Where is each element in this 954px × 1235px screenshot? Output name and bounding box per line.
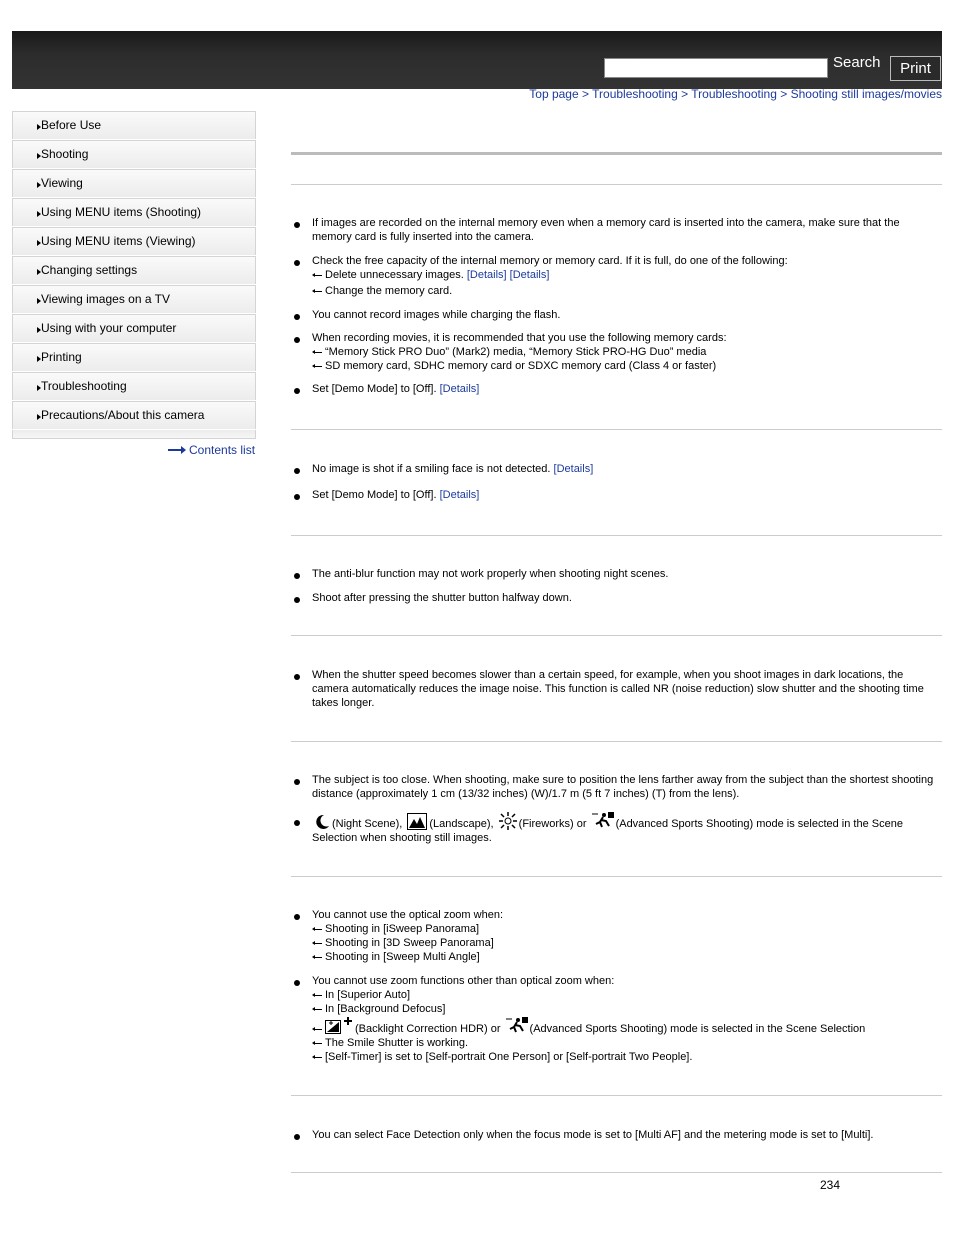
return-arrow-icon [312,271,322,279]
search-input[interactable] [604,58,828,78]
bullet-icon [294,1134,300,1140]
breadcrumb-separator: > [780,87,788,101]
sub-item [312,936,942,950]
sidebar-item-changing-settings[interactable] [12,256,256,284]
sidebar-item-printing[interactable] [12,343,256,371]
sub-item-text: Delete unnecessary images. [325,269,464,281]
details-link[interactable]: [Details] [439,383,480,395]
item-text: Shoot after pressing the shutter button halfway down. [312,592,572,604]
return-arrow-icon [312,925,322,933]
return-arrow-icon [312,362,322,370]
sidebar-item-viewing[interactable] [12,169,256,197]
sidebar-item-menu-viewing[interactable] [12,227,256,255]
sidebar-item-troubleshooting[interactable] [12,372,256,400]
sidebar-item-before-use[interactable] [12,111,256,139]
title-divider [291,152,942,155]
contents-list-link[interactable] [168,443,255,457]
details-link[interactable]: [Details] [553,463,594,475]
section-divider [291,184,942,185]
breadcrumb-separator: > [582,87,590,101]
sub-item-text: Shooting in [3D Sweep Panorama] [325,937,494,949]
sub-item-text: Shooting in [Sweep Multi Angle] [325,951,480,963]
sub-item [312,1050,942,1064]
arrow-icon [37,298,41,304]
item-text: The subject is too close. When shooting, make sure to position the lens farther away from the subject than the shortest shooting distance (approximately 1 cm (13/32 inches) (W)/1.7 m (5 ft 7 inches) (T) from the lens). [312,774,934,800]
arrow-icon [37,356,41,362]
item-text: You can select Face Detection only when the focus mode is set to [Multi AF] and the metering mode is set to [Multi]. [312,1129,874,1141]
item-text: Check the free capacity of the internal memory or memory card. If it is full, do one of the following: [312,255,788,267]
sub-item-text: (Backlight Correction HDR) or [355,1023,501,1035]
fireworks-icon [499,812,517,830]
sub-item-text: SD memory card, SDHC memory card or SDXC memory card (Class 4 or faster) [325,360,717,372]
bullet-icon [294,314,300,320]
breadcrumb-troubleshooting[interactable]: Troubleshooting [592,87,678,101]
arrow-icon [37,240,41,246]
arrow-icon [37,327,41,333]
list-item [312,1128,942,1142]
sub-item-text: (Advanced Sports Shooting) mode is selected in the Scene Selection [529,1023,866,1035]
bullet-icon [294,573,300,579]
return-arrow-icon [312,287,322,295]
item-text: You cannot record images while charging the flash. [312,309,561,321]
sidebar-item-viewing-tv[interactable] [12,285,256,313]
section-divider [291,741,942,742]
sub-item-text: The Smile Shutter is working. [325,1037,469,1049]
section-divider [291,429,942,430]
bullet-icon [294,388,300,394]
bullet-icon [294,779,300,785]
sidebar-nav [12,111,256,439]
details-link[interactable]: [Details] [439,489,480,501]
contents-list-label: Contents list [189,443,256,457]
bullet-icon [294,674,300,680]
section-divider [291,1095,942,1096]
list-item [312,462,942,476]
sub-item [312,922,942,936]
list-item [312,488,942,502]
arrow-icon [37,385,41,391]
section-divider [291,635,942,636]
arrow-icon [37,124,41,130]
sidebar-item-label: Viewing images on a TV [41,292,170,306]
sub-item [312,950,942,964]
breadcrumb-current[interactable]: Shooting still images/movies [790,87,942,101]
return-arrow-icon [312,991,322,999]
arrow-icon [37,211,41,217]
sidebar-footer [12,430,256,439]
return-arrow-icon [312,1053,322,1061]
list-item [312,254,942,298]
sidebar-item-label: Using with your computer [41,321,177,335]
bullet-icon [294,494,300,500]
sidebar-item-computer[interactable] [12,314,256,342]
sub-item [312,284,942,298]
item-text: If images are recorded on the internal memory even when a memory card is inserted into the camera, make sure that the memory card is fully inserted into the camera. [312,217,900,243]
item-text: (Night Scene), [332,818,403,830]
item-text: (Landscape), [429,818,494,830]
item-text: Set [Demo Mode] to [Off]. [312,489,437,501]
sub-item-text: Shooting in [iSweep Panorama] [325,923,480,935]
bullet-icon [294,820,300,826]
sub-item-text: Change the memory card. [325,285,453,297]
list-item [312,308,942,322]
sub-item [312,359,942,373]
sub-item-text: In [Background Defocus] [325,1003,446,1015]
breadcrumb-troubleshooting-sub[interactable]: Troubleshooting [691,87,777,101]
night-scene-icon [314,814,330,830]
sub-item [312,268,942,282]
breadcrumb-separator: > [681,87,689,101]
sidebar-item-label: Shooting [41,147,89,161]
return-arrow-icon [312,939,322,947]
sidebar-item-label: Using MENU items (Shooting) [41,205,202,219]
breadcrumb-top-page[interactable]: Top page [529,87,579,101]
sub-item [312,988,942,1002]
arrow-icon [37,414,41,420]
return-arrow-icon [312,1025,322,1033]
breadcrumb [529,87,942,101]
list-item [312,591,942,605]
bullet-icon [294,222,300,228]
sidebar-item-label: Viewing [41,176,83,190]
item-text: No image is shot if a smiling face is not detected. [312,463,551,475]
item-text: Set [Demo Mode] to [Off]. [312,383,437,395]
bullet-icon [294,260,300,266]
bullet-icon [294,468,300,474]
advanced-sports-icon [506,1017,528,1035]
item-text: You cannot use the optical zoom when: [312,909,504,921]
item-text: (Advanced Sports Shooting) mode is selected in the Scene Selection when shooting still images. [312,818,903,844]
arrow-icon [37,182,41,188]
advanced-sports-icon [592,812,614,830]
bullet-icon [294,337,300,343]
item-text: (Fireworks) or [518,818,587,830]
list-item [312,974,942,1064]
item-text: When recording movies, it is recommended that you use the following memory cards: [312,332,727,344]
sub-item [312,345,942,359]
sidebar-item-label: Troubleshooting [41,379,127,393]
print-button[interactable]: Print [890,56,941,81]
arrow-icon [37,269,41,275]
return-arrow-icon [312,348,322,356]
bullet-icon [294,597,300,603]
sidebar-item-label: Using MENU items (Viewing) [41,234,196,248]
sidebar-item-label: Precautions/About this camera [41,408,205,422]
bullet-icon [294,980,300,986]
sub-item-text: “Memory Stick PRO Duo” (Mark2) media, “Memory Stick PRO-HG Duo” media [325,346,707,358]
arrow-right-icon [168,446,186,454]
return-arrow-icon [312,953,322,961]
section-divider [291,1172,942,1173]
section-divider [291,535,942,536]
item-text: The anti-blur function may not work properly when shooting night scenes. [312,568,669,580]
sidebar-item-label: Changing settings [41,263,138,277]
landscape-icon [407,813,427,830]
sidebar-item-precautions[interactable] [12,401,256,429]
details-link[interactable]: [Details] [509,269,550,281]
list-item [312,773,942,801]
backlight-correction-hdr-icon [325,1017,353,1035]
list-item [312,216,942,244]
sub-item [312,1036,942,1050]
sub-item-text: In [Superior Auto] [325,989,410,1001]
list-item [312,331,942,373]
sidebar-item-menu-shooting[interactable] [12,198,256,226]
list-item [312,668,942,710]
sidebar-item-shooting[interactable] [12,140,256,168]
list-item [312,812,942,845]
item-text: You cannot use zoom functions other than optical zoom when: [312,975,615,987]
sidebar-item-label: Printing [41,350,82,364]
page-number: 234 [820,1178,841,1192]
sub-item [312,1017,942,1036]
return-arrow-icon [312,1039,322,1047]
sub-item-text: [Self-Timer] is set to [Self-portrait One Person] or [Self-portrait Two People]. [325,1051,693,1063]
list-item [312,382,942,396]
arrow-icon [37,153,41,159]
return-arrow-icon [312,1005,322,1013]
bullet-icon [294,914,300,920]
sub-item [312,1002,942,1016]
details-link[interactable]: [Details] [466,269,507,281]
list-item [312,567,942,581]
section-divider [291,876,942,877]
item-text: When the shutter speed becomes slower than a certain speed, for example, when you shoot images in dark locations, the camera automatically reduces the image noise. This function is called NR (noise reduction) slow shutter and the shooting time takes longer. [312,669,924,709]
sidebar-item-label: Before Use [41,118,102,132]
list-item [312,908,942,964]
search-button[interactable]: Search [833,54,881,71]
